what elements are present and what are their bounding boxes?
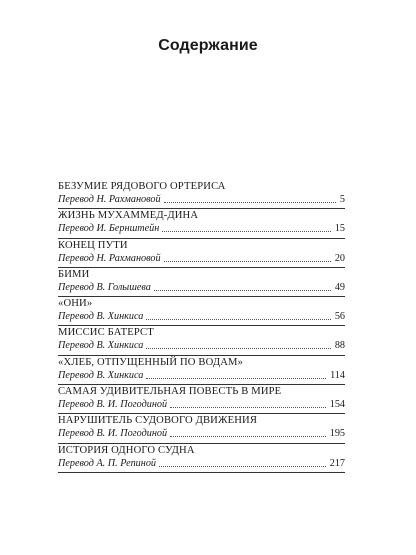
toc-entry: [58, 209, 345, 238]
entry-line: [58, 339, 345, 352]
toc-entry: [58, 180, 345, 209]
entry-title: «ХЛЕБ, ОТПУЩЕННЫЙ ПО ВОДАМ»: [58, 356, 244, 368]
entry-translator: Перевод Н. Рахмановой: [58, 194, 161, 205]
toc-entry: [58, 414, 345, 443]
entry-page-number: 114: [330, 369, 345, 381]
toc-entry: [58, 297, 345, 326]
entry-page-number: 49: [334, 281, 345, 293]
entry-translator: Перевод В. И. Погодиной: [58, 428, 168, 440]
dot-leader: [170, 435, 326, 437]
entry-line: [58, 193, 345, 206]
entry-translator: Перевод И. Бернштейн: [58, 223, 160, 235]
toc-entry: [58, 326, 345, 355]
entry-line: [58, 457, 345, 470]
toc-entry: [58, 239, 345, 268]
entry-page-number: 5: [339, 194, 345, 205]
entry-page-number: 217: [329, 457, 345, 469]
entry-title: ИСТОРИЯ ОДНОГО СУДНА: [58, 444, 195, 456]
entry-page-number: 15: [334, 223, 345, 235]
toc-entry: [58, 356, 345, 385]
entry-page-number: 154: [329, 399, 345, 411]
entry-page-number: 56: [334, 311, 345, 323]
toc-list: [58, 180, 345, 473]
entry-translator: Перевод Н. Рахмановой: [58, 252, 161, 264]
toc-entry: [58, 385, 345, 414]
entry-line: [58, 398, 345, 411]
entry-line: [58, 310, 345, 323]
entry-title: НАРУШИТЕЛЬ СУДОВОГО ДВИЖЕНИЯ: [58, 415, 258, 427]
entry-line: [58, 222, 345, 235]
toc-entry: [58, 268, 345, 297]
dot-leader: [164, 260, 331, 262]
entry-translator: Перевод А. П. Репиной: [58, 457, 157, 469]
entry-line: [58, 252, 345, 265]
dot-leader: [159, 465, 326, 467]
dot-leader: [162, 230, 331, 232]
entry-title: САМАЯ УДИВИТЕЛЬНАЯ ПОВЕСТЬ В МИРЕ: [58, 386, 282, 398]
dot-leader: [170, 406, 326, 408]
page-title: Содержание: [158, 37, 258, 54]
dot-leader: [164, 201, 336, 203]
entry-translator: Перевод В. Хинкиса: [58, 369, 144, 381]
dot-leader: [154, 289, 331, 291]
entry-line: [58, 281, 345, 294]
entry-page-number: 88: [334, 340, 345, 352]
entry-translator: Перевод В. Голышева: [58, 281, 151, 293]
entry-title: БЕЗУМИЕ РЯДОВОГО ОРТЕРИСА: [58, 181, 226, 192]
entry-line: [58, 427, 345, 440]
entry-title: МИССИС БАТЕРСТ: [58, 327, 154, 339]
dot-leader: [146, 347, 330, 349]
entry-title: БИМИ: [58, 268, 90, 280]
entry-title: ЖИЗНЬ МУХАММЕД-ДИНА: [58, 210, 199, 222]
entry-page-number: 195: [329, 428, 345, 440]
entry-title: КОНЕЦ ПУТИ: [58, 239, 128, 251]
toc-entry: [58, 444, 345, 473]
entry-title: «ОНИ»: [58, 298, 93, 310]
entry-translator: Перевод В. Хинкиса: [58, 340, 144, 352]
entry-page-number: 20: [334, 252, 345, 264]
dot-leader: [146, 377, 326, 379]
entry-line: [58, 369, 345, 382]
entry-translator: Перевод В. Хинкиса: [58, 311, 144, 323]
dot-leader: [146, 318, 330, 320]
entry-translator: Перевод В. И. Погодиной: [58, 399, 168, 411]
